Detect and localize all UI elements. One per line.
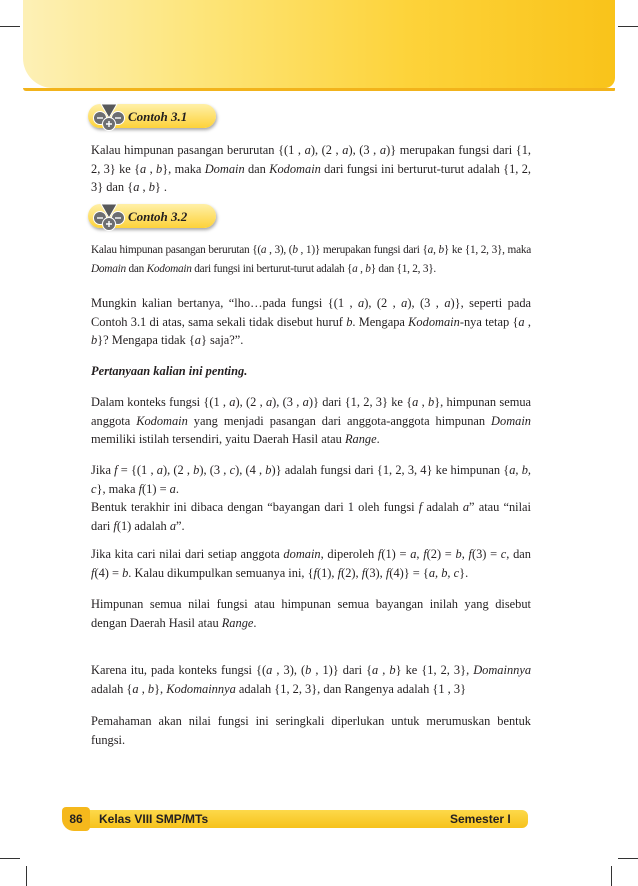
example-3-2-text: Kalau himpunan pasangan berurutan {(a , 3), (b , 1)} merupakan fungsi dari {a, b} ke {1, 2, 3}, maka Domain dan Kodomain dari fungsi ini berturut-turut adalah {a , b} dan {1, 2, 3}. xyxy=(91,244,531,275)
example-3-1-text: Kalau himpunan pasangan berurutan {(1 , a), (2 , a), (3 , a)} merupakan fungsi dari {1, 2, 3} ke {a , b}, maka Domain dan Kodomain dari fungsi ini berturut-turut adalah {1, 2, 3} dan {a , b} . xyxy=(91,143,532,194)
paragraph-range-summary: Himpunan semua nilai fungsi atau himpunan semua bayangan inilah yang disebut dengan Daerah Hasil atau Range. xyxy=(91,597,531,630)
paragraph-function-example: Jika f = {(1 , a), (2 , b), (3 , c), (4 , b)} adalah fungsi dari {1, 2, 3, 4} ke himpunan {a, b, c}, maka f(1) = a. Bentuk terakhir ini dibaca dengan “bayangan dari 1 oleh fungsi f adalah a” atau “nilai dari f(1) adalah a”. xyxy=(91,463,532,533)
page-number: 86 xyxy=(62,807,90,831)
paragraph-range-definition: Dalam konteks fungsi {(1 , a), (2 , a), (3 , a)} dari {1, 2, 3} ke {a , b}, himpunan semua anggota Kodomain yang menjadi pasangan dari anggota-anggota himpunan Domain memiliki istilah tersendiri, yaitu Daerah Hasil atau Range. xyxy=(91,395,532,446)
math-operations-icon xyxy=(92,201,126,231)
paragraph-context: Karena itu, pada konteks fungsi {(a , 3), (b , 1)} dari {a , b} ke {1, 2, 3}, Domainnya adalah {a , b}, Kodomainnya adalah {1, 2, 3}, dan Rangenya adalah {1 , 3} xyxy=(91,663,532,696)
math-operations-icon xyxy=(92,101,126,131)
footer-book-title: Kelas VIII SMP/MTs xyxy=(99,812,209,826)
paragraph-question: Mungkin kalian bertanya, “lho…pada fungsi {(1 , a), (2 , a), (3 , a)}, seperti pada Contoh 3.1 di atas, sama sekali tidak disebut huruf b. Mengapa Kodomain-nya tetap {a , b}? Mengapa tidak {a} saja?”. xyxy=(91,296,532,347)
paragraph-function-values: Jika kita cari nilai dari setiap anggota domain, diperoleh f(1) = a, f(2) = b, f(3) = c, dan f(4) = b. Kalau dikumpulkan semuanya ini, {f(1), f(2), f(3), f(4)} = {a, b, c}. xyxy=(91,547,531,580)
paragraph-closing: Pemahaman akan nilai fungsi ini seringkali diperlukan untuk merumuskan bentuk fungsi. xyxy=(91,714,531,747)
example-3-1-label: Contoh 3.1 xyxy=(128,109,188,124)
paragraph-emphasis: Pertanyaan kalian ini penting. xyxy=(91,364,248,378)
example-3-2-label: Contoh 3.2 xyxy=(128,209,188,224)
header-band xyxy=(23,0,615,88)
footer-semester: Semester I xyxy=(450,812,511,826)
